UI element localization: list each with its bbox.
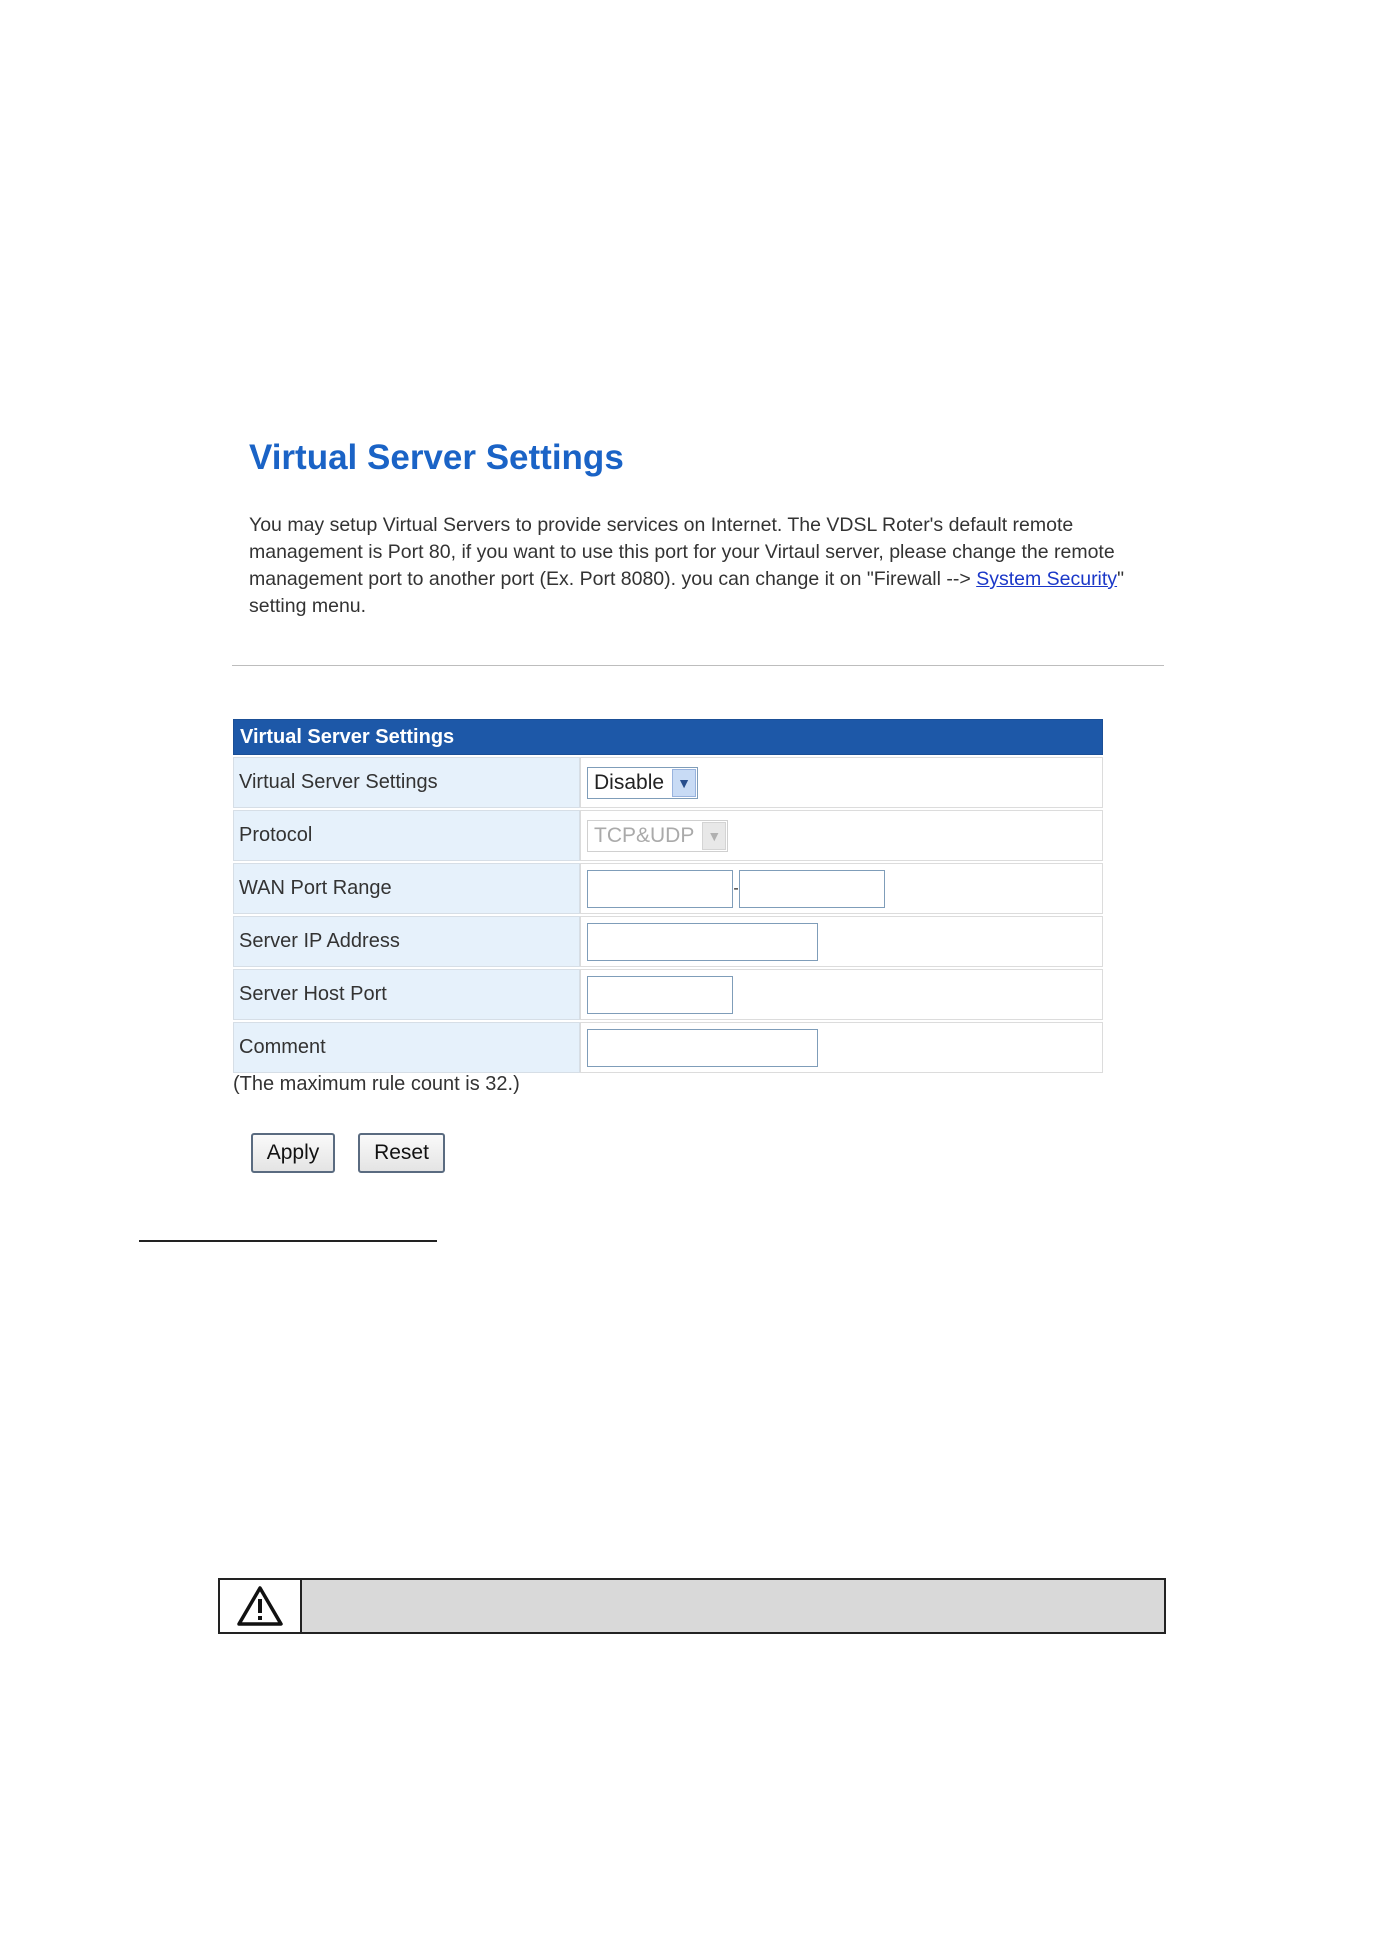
chevron-down-icon[interactable]: ▼: [672, 769, 696, 797]
port-range-separator: -: [733, 879, 739, 897]
server-host-port-label: Server Host Port: [233, 969, 580, 1020]
intro-text: [249, 512, 1154, 620]
warning-icon-cell: [220, 1580, 302, 1632]
warning-triangle-icon: [237, 1585, 283, 1627]
server-ip-label: Server IP Address: [233, 916, 580, 967]
protocol-label: Protocol: [233, 810, 580, 861]
divider-short: [139, 1240, 437, 1242]
protocol-value: TCP&UDP: [594, 823, 695, 847]
reset-button[interactable]: Reset: [358, 1133, 445, 1173]
wan-port-to-input[interactable]: [739, 870, 885, 908]
virtual-server-enable-value: Disable: [594, 770, 665, 794]
page-title: Virtual Server Settings: [249, 438, 624, 477]
table-row: [233, 863, 1103, 914]
comment-input[interactable]: [587, 1029, 818, 1067]
virtual-server-enable-select[interactable]: [587, 767, 698, 799]
system-security-link[interactable]: System Security: [976, 568, 1118, 590]
divider-top: [232, 665, 1164, 666]
intro-text-start: You may setup Virtual Servers to provide services on Internet. The VDSL Roter's default remote management is Port 80, if you want to use this port for your Virtaul server, please change the remote management port to another port (Ex. Port 8080). you can change it on "Firewall -->: [249, 514, 1115, 590]
virtual-server-settings-table: [233, 717, 1103, 1075]
wan-port-range-label: WAN Port Range: [233, 863, 580, 914]
table-row: [233, 810, 1103, 861]
intro-text-end: " setting menu.: [249, 568, 1124, 617]
protocol-select: [587, 820, 728, 852]
server-ip-input[interactable]: [587, 923, 818, 961]
table-row: [233, 916, 1103, 967]
wan-port-from-input[interactable]: [587, 870, 733, 908]
table-row: [233, 969, 1103, 1020]
warning-body: [302, 1580, 1164, 1632]
apply-button[interactable]: Apply: [251, 1133, 335, 1173]
virtual-server-enable-label: Virtual Server Settings: [233, 757, 580, 808]
warning-box: [218, 1578, 1166, 1634]
table-row: [233, 1022, 1103, 1073]
server-host-port-input[interactable]: [587, 976, 733, 1014]
chevron-down-icon: ▼: [702, 822, 726, 850]
table-header: Virtual Server Settings: [233, 719, 1103, 755]
table-header-row: [233, 719, 1103, 755]
comment-label: Comment: [233, 1022, 580, 1073]
max-rule-note: (The maximum rule count is 32.): [233, 1073, 520, 1095]
table-row: [233, 757, 1103, 808]
